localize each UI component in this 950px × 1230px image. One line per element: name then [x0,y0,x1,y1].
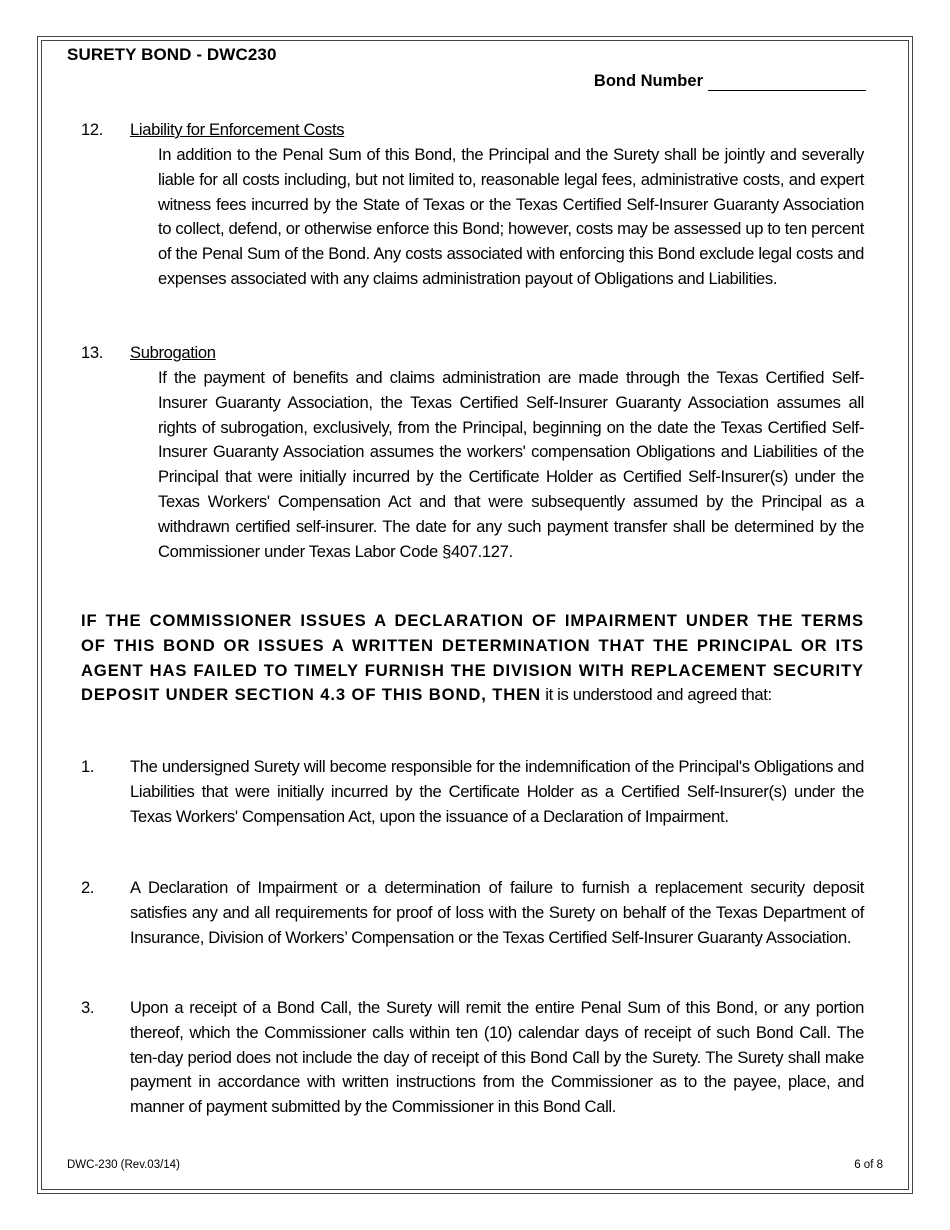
item-1-number: 1. [81,757,95,776]
section-12-text: In addition to the Penal Sum of this Bond, the Principal and the Surety shall be jointly and severally liable for all costs including, but not limited to, reasonable legal fees, administrative costs, and expert witness fees incurred by the State of Texas or the Texas Certified Self-Insurer Guaranty Association to collect, defend, or otherwise enforce this Bond; however, costs may be assessed up to ten percent of the Penal Sum of the Bond. Any costs associated with enforcing this Bond exclude legal costs and expenses associated with any claims administration payout of Obligations and Liabilities. [158,145,864,288]
footer-page-number: 6 of 8 [854,1159,883,1171]
item-2-text: A Declaration of Impairment or a determination of failure to furnish a replacement security deposit satisfies any and all requirements for proof of loss with the Surety on behalf of the Texas Department of Insurance, Division of Workers’ Compensation or the Texas Certified Self-Insurer Guaranty Association. [130,878,864,947]
document-title: SURETY BOND - DWC230 [67,45,277,64]
section-13-title: Subrogation [130,343,216,362]
impairment-clause-bold: IF THE COMMISSIONER ISSUES A DECLARATION OF IMPAIRMENT UNDER THE TERMS OF THIS BOND OR ISSUES A WRITTEN DETERMINATION THAT THE PRINCIPAL OR ITS AGENT HAS FAILED TO TIMELY FURNISH THE DIVISION WITH REPLACEMENT SECURITY DEPOSIT UNDER SECTION 4.3 OF THIS BOND, THEN [81,611,864,705]
section-13-number: 13. [81,343,104,362]
impairment-clause-normal: it is understood and agreed that: [541,685,772,705]
item-1-text: The undersigned Surety will become responsible for the indemnification of the Principal's Obligations and Liabilities that were initially incurred by the Certificate Holder as a Certified Self-Insurer(s) under the Texas Workers' Compensation Act, upon the issuance of a Declaration of Impairment. [130,757,864,826]
item-3-text: Upon a receipt of a Bond Call, the Surety will remit the entire Penal Sum of this Bond, or any portion thereof, which the Commissioner calls within ten (10) calendar days of receipt of such Bond Call. The ten-day period does not include the day of receipt of this Bond Call by the Surety. The Surety shall make payment in accordance with written instructions from the Commissioner as to the payee, place, and manner of payment submitted by the Commissioner in this Bond Call. [130,998,864,1117]
item-2-number: 2. [81,878,95,897]
footer-form-id: DWC-230 (Rev.03/14) [67,1159,180,1171]
bond-number-blank [708,76,866,91]
section-12-title: Liability for Enforcement Costs [130,120,345,139]
impairment-clause [81,609,864,708]
bond-number-label: Bond Number [593,72,703,90]
bond-number-field [594,72,866,91]
item-3-number: 3. [81,998,95,1017]
section-12-number: 12. [81,120,104,139]
section-13-text: If the payment of benefits and claims administration are made through the Texas Certified Self-Insurer Guaranty Association, the Texas Certified Self-Insurer Guaranty Association assumes all rights of subrogation, exclusively, from the Principal, beginning on the date the Texas Certified Self-Insurer Guaranty Association assumes the workers' compensation Obligations and Liabilities of the Principal that were initially incurred by the Certificate Holder as Certified Self-Insurer(s) under the Texas Workers' Compensation Act and that were subsequently assumed by the Principal as a withdrawn certified self-insurer. The date for any such payment transfer shall be determined by the Commissioner under Texas Labor Code §407.127. [158,368,864,561]
